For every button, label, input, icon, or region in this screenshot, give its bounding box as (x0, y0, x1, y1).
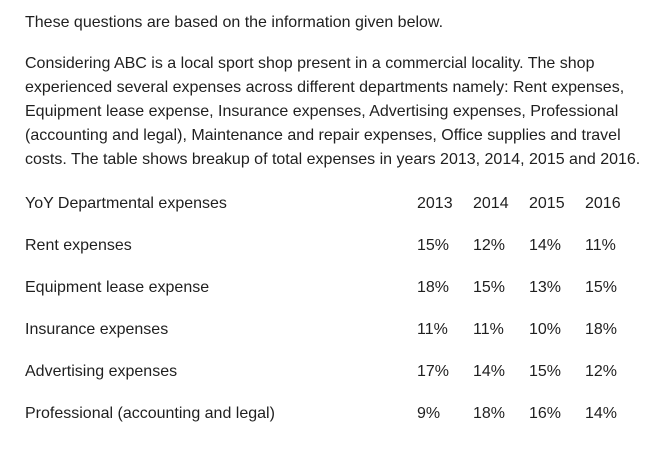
row-value: 15% (585, 279, 618, 296)
row-value: 16% (529, 405, 562, 422)
row-value: 14% (585, 405, 618, 422)
intro-text: These questions are based on the information given below. (25, 14, 444, 31)
row-value: 15% (473, 279, 506, 296)
row-label: Insurance expenses (25, 321, 169, 338)
row-value: 15% (529, 363, 562, 380)
row-value: 11% (473, 321, 504, 338)
table-row (25, 267, 641, 309)
row-label: Rent expenses (25, 237, 132, 254)
header-year-2016: 2016 (585, 195, 621, 212)
table-row (25, 225, 641, 267)
row-value: 13% (529, 279, 562, 296)
row-value: 18% (417, 279, 450, 296)
row-label: Professional (accounting and legal) (25, 405, 275, 422)
expenses-table (25, 183, 641, 435)
header-label: YoY Departmental expenses (25, 195, 227, 212)
table-row (25, 309, 641, 351)
row-label: Advertising expenses (25, 363, 178, 380)
row-value: 12% (585, 363, 618, 380)
header-year-2013: 2013 (417, 195, 453, 212)
row-value: 11% (585, 237, 616, 254)
row-value: 14% (473, 363, 506, 380)
row-value: 9% (417, 405, 441, 422)
row-value: 18% (473, 405, 506, 422)
row-value: 15% (417, 237, 450, 254)
header-year-2015: 2015 (529, 195, 565, 212)
row-value: 17% (417, 363, 450, 380)
row-value: 11% (417, 321, 448, 338)
row-value: 12% (473, 237, 506, 254)
table-header-row (25, 183, 641, 225)
header-year-2014: 2014 (473, 195, 509, 212)
table-row (25, 393, 641, 435)
row-value: 10% (529, 321, 562, 338)
row-label: Equipment lease expense (25, 279, 210, 296)
row-value: 18% (585, 321, 618, 338)
question-content (25, 11, 643, 435)
description-paragraph: Considering ABC is a local sport shop present in a commercial locality. The shop experienced several expenses across different departments namely: Rent expenses, Equipment lease expense, Insurance expenses, Advertising expenses, Professional (accounting and legal), Maintenance and repair expenses, Office supplies and travel costs. The table shows breakup of total expenses in years 2013, 2014, 2015 and 2016. (25, 55, 641, 168)
row-value: 14% (529, 237, 562, 254)
table-row (25, 351, 641, 393)
